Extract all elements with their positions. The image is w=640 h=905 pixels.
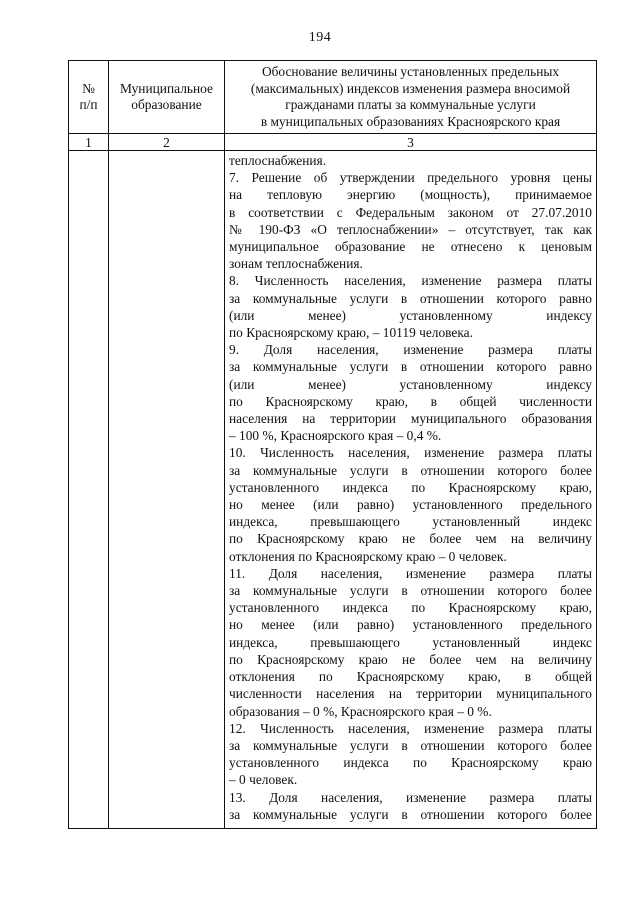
text-line: 10. Численность населения, изменение размера платы — [229, 445, 592, 461]
header-line: в муниципальных образованиях Красноярского края — [260, 113, 561, 129]
header-line: гражданами платы за коммунальные услуги — [285, 97, 536, 112]
paragraph — [229, 341, 592, 444]
text-line: зонам теплоснабжения. — [229, 256, 363, 272]
text-line: за коммунальные услуги в отношении которого равно — [229, 290, 592, 306]
table-header-row — [69, 61, 597, 134]
text-line: отклонения по Красноярскому краю – 0 человек. — [229, 548, 507, 564]
paragraph — [229, 169, 592, 272]
text-line: установленного индекса по Красноярскому краю, — [229, 600, 592, 616]
header-line: п/п — [79, 97, 98, 112]
column-number-row — [69, 134, 597, 151]
column-number-3: 3 — [225, 134, 597, 151]
header-col-municipality — [109, 61, 225, 134]
text-line: (или менее) установленному индексу — [229, 376, 592, 392]
text-line: в соответствии с Федеральным законом от 27.07.2010 — [229, 204, 592, 220]
text-line: отклонения по Красноярскому краю, в общей — [229, 669, 592, 685]
text-line: по Красноярскому краю не более чем на величину — [229, 651, 592, 667]
text-line: за коммунальные услуги в отношении которого равно — [229, 359, 592, 375]
paragraph — [229, 720, 592, 789]
paragraph — [229, 272, 592, 341]
text-line: индекса, превышающего установленный индекс — [229, 514, 592, 530]
text-line: индекса, превышающего установленный индекс — [229, 634, 592, 650]
text-line: населения на территории муниципального образования — [229, 411, 592, 427]
page-number: 194 — [308, 30, 332, 45]
text-line: 9. Доля населения, изменение размера платы — [229, 342, 592, 358]
text-line: по Красноярскому краю, – 10119 человека. — [229, 325, 473, 341]
text-line: муниципальное образование не отнесено к ценовым — [229, 239, 592, 255]
text-line: за коммунальные услуги в отношении которого более — [229, 737, 592, 753]
paragraph — [229, 152, 592, 169]
text-line: – 100 %, Красноярского края – 0,4 %. — [229, 428, 442, 444]
paragraph — [229, 789, 592, 823]
header-line: № — [82, 80, 95, 96]
text-line: за коммунальные услуги в отношении которого более — [229, 462, 592, 478]
text-line: образования – 0 %, Красноярского края – 0 %. — [229, 703, 492, 719]
text-line: по Красноярскому краю не более чем на величину — [229, 531, 592, 547]
header-col-number — [69, 61, 109, 134]
text-line: по Красноярскому краю, в общей численности — [229, 393, 592, 409]
text-line: теплоснабжения. — [229, 153, 327, 168]
text-line: установленного индекса по Красноярскому краю, — [229, 479, 592, 495]
column-number-1: 1 — [69, 134, 109, 151]
text-line: № 190-ФЗ «О теплоснабжении» – отсутствует, так как — [229, 221, 592, 237]
text-line: за коммунальные услуги в отношении которого более — [229, 806, 592, 822]
text-line: установленного индекса по Красноярскому краю — [229, 755, 592, 771]
text-line: (или менее) установленному индексу — [229, 307, 592, 323]
text-line: но менее (или равно) установленного предельного — [229, 497, 592, 513]
text-line: 7. Решение об утверждении предельного уровня цены — [229, 170, 592, 186]
text-line: 8. Численность населения, изменение размера платы — [229, 273, 592, 289]
text-line: 11. Доля населения, изменение размера платы — [229, 565, 592, 581]
header-line: Обоснование величины установленных предельных — [261, 64, 560, 79]
justification-table — [68, 60, 597, 829]
paragraph — [229, 565, 592, 720]
text-line: на тепловую энергию (мощность), принимаемое — [229, 187, 592, 203]
text-line: 12. Численность населения, изменение размера платы — [229, 720, 592, 736]
text-line: но менее (или равно) установленного предельного — [229, 617, 592, 633]
paragraph — [229, 444, 592, 564]
header-col-justification — [225, 61, 597, 134]
body-cell-number — [69, 151, 109, 829]
header-line: Муниципальное — [120, 80, 213, 96]
body-cell-municipality — [109, 151, 225, 829]
body-cell-justification — [225, 151, 597, 829]
header-line: образование — [131, 97, 202, 112]
justification-text — [229, 152, 592, 823]
text-line: 13. Доля населения, изменение размера платы — [229, 789, 592, 805]
header-line: (максимальных) индексов изменения размера вносимой — [250, 80, 571, 96]
text-line: – 0 человек. — [229, 772, 298, 788]
column-number-2: 2 — [109, 134, 225, 151]
table-body-row — [69, 151, 597, 829]
text-line: численности населения на территории муниципального — [229, 686, 592, 702]
text-line: за коммунальные услуги в отношении которого более — [229, 583, 592, 599]
